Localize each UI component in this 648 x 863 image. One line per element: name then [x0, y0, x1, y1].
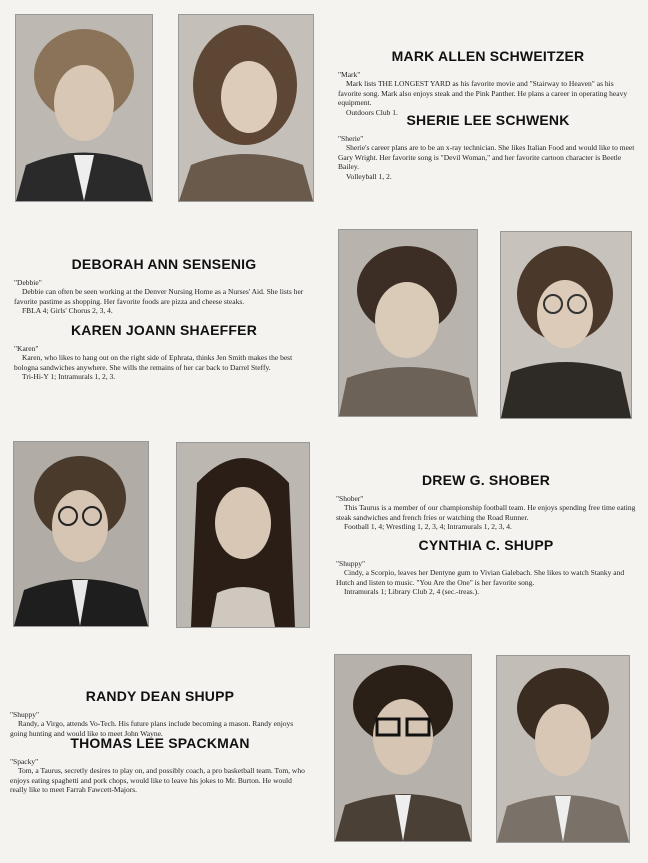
student-nickname: "Sherie" [338, 134, 364, 143]
student-bio: Debbie can often be seen working at the Denver Nursing Home as a Nurses' Aid. She lists her favorite pastime as shopping. Her favorite foods are pizza and cheese steaks. [14, 287, 304, 306]
student-bio: Tom, a Taurus, secretly desires to play on, and possibly coach, a pro basketball team. Tom, who enjoys eating spaghetti and pork chops, would like to leave his jokes to Mr. Burton. He would really like to meet Farrah Fawcett-Majors. [10, 766, 305, 794]
student-nickname: "Shober" [336, 494, 364, 503]
portrait-photo-deborah-sensenig [338, 229, 478, 417]
student-bio: This Taurus is a member of our championship football team. He enjoys spending free time eating steak sandwiches and french fries or watching the Road Runner. [336, 503, 636, 522]
entry-deborah-sensenig [14, 256, 314, 315]
student-bio: Mark lists THE LONGEST YARD as his favorite movie and "Stairway to Heaven" as his favorite song. Mark also enjoys steak and the Pink Panther. He plans a career in operating heavy equipment. [338, 79, 628, 107]
student-name: KAREN JOANN SHAEFFER [70, 322, 257, 338]
student-name: MARK ALLEN SCHWEITZER [391, 48, 585, 64]
portrait-photo-randy-shupp [334, 654, 472, 842]
student-bio: Randy, a Virgo, attends Vo-Tech. His future plans include becoming a mason. Randy enjoys going hunting and would like to meet John Wayne. [10, 719, 294, 738]
student-nickname: "Debbie" [14, 278, 42, 287]
student-nickname: "Karen" [14, 344, 39, 353]
portrait-photo-drew-shober [13, 441, 149, 627]
student-name: CYNTHIA C. SHUPP [418, 537, 554, 553]
student-activities: Volleyball 1, 2. [346, 171, 392, 181]
student-activities: Intramurals 1; Library Club 2, 4 (sec.-treas.). [344, 587, 479, 596]
entry-mark-schweitzer [338, 48, 638, 117]
entry-randy-shupp [10, 688, 310, 738]
student-bio: Karen, who likes to hang out on the right side of Ephrata, thinks Jen Smith makes the best bologna sandwiches anywhere. She wills the remains of her car back to Darrel Steffy. [14, 353, 293, 372]
portrait-photo-thomas-spackman [496, 655, 630, 843]
student-nickname: "Shuppy" [10, 710, 40, 719]
student-nickname: "Mark" [338, 70, 361, 79]
student-bio: Cindy, a Scorpio, leaves her Dentyne gum to Vivian Galebach. She likes to watch Stanky and Hutch and listen to music. "You Are the One" is her favorite song. [336, 568, 625, 587]
entry-cynthia-shupp [336, 537, 636, 596]
student-activities: Tri-Hi-Y 1; Intramurals 1, 2, 3. [22, 372, 116, 381]
student-nickname: "Shuppy" [336, 559, 366, 568]
student-name: RANDY DEAN SHUPP [85, 688, 235, 704]
portrait-photo-karen-shaeffer [500, 231, 632, 419]
student-name: SHERIE LEE SCHWENK [406, 112, 570, 128]
student-name: DREW G. SHOBER [421, 472, 551, 488]
entry-thomas-spackman [10, 735, 310, 795]
entry-sherie-schwenk [338, 112, 638, 181]
entry-karen-shaeffer [14, 322, 314, 381]
student-name: THOMAS LEE SPACKMAN [70, 735, 250, 751]
entry-drew-shober [336, 472, 636, 531]
student-name: DEBORAH ANN SENSENIG [71, 256, 257, 272]
student-activities: Outdoors Club 1. [346, 107, 398, 117]
portrait-photo-sherie-schwenk [178, 14, 314, 202]
student-bio: Sherie's career plans are to be an x-ray technician. She likes Italian Food and would like to meet Gary Wright. Her favorite song is "Devil Woman," and her favorite cartoon character is Beetle Bailey. [338, 143, 635, 171]
portrait-photo-mark-schweitzer [15, 14, 153, 202]
student-activities: FBLA 4; Girls' Chorus 2, 3, 4. [22, 306, 113, 315]
student-nickname: "Spacky" [10, 757, 39, 766]
student-activities: Football 1, 4; Wrestling 1, 2, 3, 4; Intramurals 1, 2, 3, 4. [344, 522, 512, 531]
portrait-photo-cynthia-shupp [176, 442, 310, 628]
